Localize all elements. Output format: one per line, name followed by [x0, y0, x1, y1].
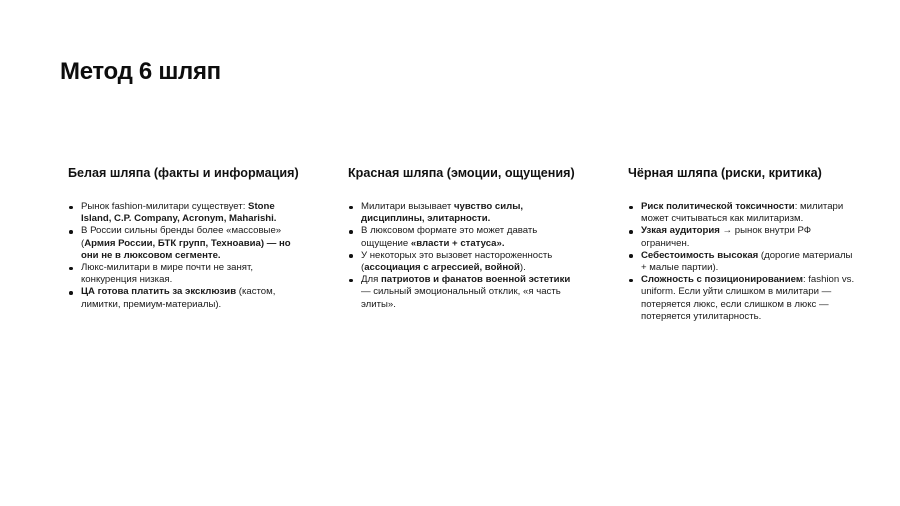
column-black-hat: [628, 164, 860, 323]
bullet-text-bold: Узкая аудитория: [641, 225, 720, 237]
column-heading: Красная шляпа (эмоции, ощущения): [348, 166, 575, 180]
bullet-item: [628, 225, 860, 249]
bullet-item: [68, 201, 300, 225]
bullet-text-bold: Себестоимость высокая: [641, 249, 759, 261]
slide-title: Метод 6 шляп: [60, 58, 221, 85]
bullet-text: Рынок fashion-милитари существует:: [81, 201, 249, 212]
bullet-text: — сильный эмоциональный отклик, «я часть элиты».: [361, 286, 561, 310]
bullet-text-bold: Stone Island, C.P. Company, Acronym, Maharishi.: [81, 201, 277, 225]
bullet-item: [68, 262, 300, 286]
bullet-item: [348, 201, 580, 225]
bullet-text: В люксовом формате это может давать ощущение: [361, 225, 538, 249]
bullet-text: → рынок внутри РФ ограничен.: [641, 225, 812, 249]
bullet-text: ).: [519, 262, 526, 274]
bullet-text-bold: «власти + статуса».: [410, 237, 505, 249]
bullet-text: В России сильны бренды более «массовые» (: [81, 225, 282, 249]
bullet-item: [68, 286, 300, 310]
bullet-item: [68, 225, 300, 262]
bullet-text: (кастом, лимитки, премиум-материалы).: [81, 286, 276, 310]
bullet-list: [628, 201, 860, 323]
bullet-text: Для: [361, 274, 381, 286]
bullet-text: : милитари может считываться как милитаризм.: [641, 201, 844, 225]
column-white-hat: [68, 164, 300, 311]
column-heading: Чёрная шляпа (риски, критика): [628, 166, 822, 180]
bullet-text-bold: Сложность с позиционированием: [641, 274, 803, 286]
bullet-text: Милитари вызывает: [361, 201, 454, 212]
bullet-item: [628, 274, 860, 323]
bullet-item: [628, 250, 860, 274]
bullet-text-bold: ЦА готова платить за эксклюзив: [81, 286, 237, 298]
bullet-list: [348, 201, 580, 311]
column-heading: Белая шляпа (факты и информация): [68, 166, 299, 180]
bullet-text-bold: Риск политической токсичности: [641, 201, 795, 212]
bullet-text: (дорогие материалы + малые партии).: [641, 249, 853, 274]
column-red-hat: [348, 164, 580, 311]
bullet-text-bold: чувство силы, дисциплины, элитарности.: [361, 201, 524, 225]
bullet-text-bold: ассоциация с агрессией, войной: [364, 262, 520, 274]
bullet-item: [348, 250, 580, 274]
bullet-text-bold: Армия России, БТК групп, Техноавиа) — но они не в люксовом сегменте.: [81, 237, 291, 261]
bullet-item: [348, 274, 580, 311]
bullet-text: У некоторых это вызовет настороженность (: [361, 249, 553, 274]
bullet-item: [628, 201, 860, 225]
bullet-text: : fashion vs. uniform. Если уйти слишком в милитари — потеряется люкс, если слишком в люкс — потеряется утилитарность.: [641, 274, 855, 322]
bullet-list: [68, 201, 300, 311]
bullet-text: Люкс-милитари в мире почти не занят, конкуренция низкая.: [81, 262, 253, 286]
bullet-item: [348, 225, 580, 249]
bullet-text-bold: патриотов и фанатов военной эстетики: [380, 274, 571, 286]
